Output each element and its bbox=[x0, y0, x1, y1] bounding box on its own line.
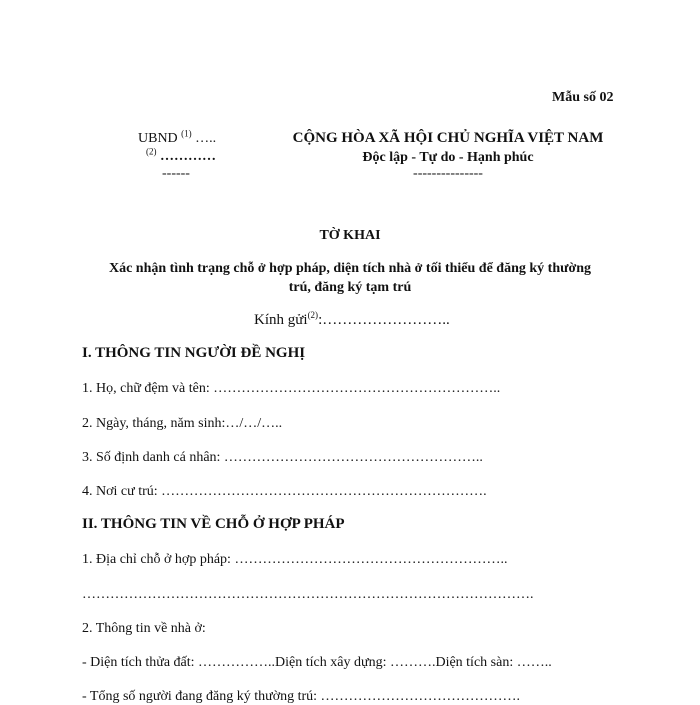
national-motto: Độc lập - Tự do - Hạnh phúc bbox=[362, 150, 534, 165]
recipient-dots[interactable]: :…………………….. bbox=[318, 312, 450, 328]
subtitle-line-1: Xác nhận tình trạng chỗ ở hợp pháp, diện tích nhà ở tối thiểu để đăng ký thường bbox=[108, 261, 592, 276]
sub-authority-footnote-marker: (2) bbox=[146, 146, 157, 157]
house-info-label: 2. Thông tin về nhà ở: bbox=[82, 621, 206, 636]
legal-address-field[interactable]: 1. Địa chỉ chỗ ở hợp pháp: ………………………………………………….. bbox=[82, 552, 508, 567]
recipient-footnote-marker: (2) bbox=[307, 310, 319, 320]
legal-address-continuation[interactable]: ……………………………………………………………………………………. bbox=[82, 587, 534, 602]
subtitle-line-2: trú, đăng ký tạm trú bbox=[288, 280, 412, 295]
authority-dots: ….. bbox=[195, 131, 217, 146]
personal-id-field[interactable]: 3. Số định danh cá nhân: ……………………………………………….. bbox=[82, 450, 483, 465]
authority-footnote-marker: (1) bbox=[181, 128, 192, 139]
sub-authority-dots: ………… bbox=[160, 149, 216, 164]
area-fields[interactable]: - Diện tích thửa đất: ……………..Diện tích xây dựng: ……….Diện tích sàn: …….. bbox=[82, 655, 552, 670]
date-of-birth-field[interactable]: 2. Ngày, tháng, năm sinh:…/…/….. bbox=[82, 416, 283, 431]
residence-field[interactable]: 4. Nơi cư trú: ……………………………………………………………. bbox=[82, 484, 487, 499]
right-header-rule: --------------- bbox=[413, 166, 483, 181]
nation-title: CỘNG HÒA XÃ HỘI CHỦ NGHĨA VIỆT NAM bbox=[292, 130, 604, 146]
section-2-heading: II. THÔNG TIN VỀ CHỖ Ở HỢP PHÁP bbox=[82, 516, 345, 532]
authority-label: UBND bbox=[138, 131, 178, 146]
form-code: Mẫu số 02 bbox=[552, 90, 614, 105]
left-header-rule: ------ bbox=[162, 166, 190, 181]
registered-residents-field[interactable]: - Tổng số người đang đăng ký thường trú: ……………………………………. bbox=[82, 689, 521, 704]
recipient-label: Kính gửi bbox=[254, 312, 308, 328]
page-title: TỜ KHAI bbox=[319, 228, 381, 243]
full-name-field[interactable]: 1. Họ, chữ đệm và tên: …………………………………………………….. bbox=[82, 381, 501, 396]
recipient-line bbox=[254, 312, 450, 329]
section-1-heading: I. THÔNG TIN NGƯỜI ĐỀ NGHỊ bbox=[82, 345, 306, 361]
sub-authority bbox=[146, 146, 216, 165]
issuing-authority bbox=[138, 128, 217, 147]
